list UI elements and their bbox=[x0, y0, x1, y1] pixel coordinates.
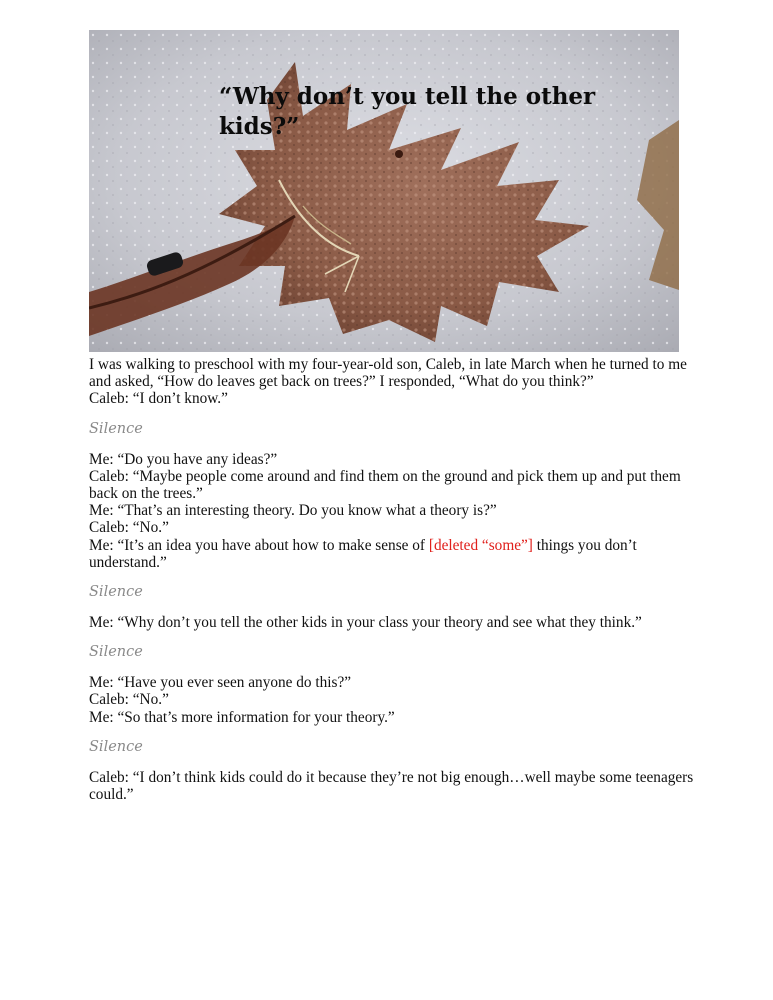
leaf-on-ice-photo bbox=[89, 30, 679, 352]
hero-title: “Why don’t you tell the other kids?” bbox=[219, 83, 596, 140]
dialogue-line: Caleb: “No.” bbox=[89, 691, 169, 709]
deleted-word-note: [deleted “some”] bbox=[428, 536, 533, 554]
dialogue-line bbox=[89, 537, 699, 571]
intro-paragraph: I was walking to preschool with my four-year-old son, Caleb, in late March when he turned to me and asked, “How do leaves get back on trees?” I responded, “What do you think?” bbox=[89, 356, 687, 391]
silence-heading: Silence bbox=[89, 738, 143, 755]
dialogue-line: Me: “Do you have any ideas?” bbox=[89, 450, 278, 468]
silence-heading: Silence bbox=[89, 644, 143, 661]
dialogue-line: Me: “Have you ever seen anyone do this?” bbox=[89, 674, 352, 692]
dialogue-line: Caleb: “Maybe people come around and find them on the ground and pick them up and put them back on the trees.” bbox=[89, 467, 681, 503]
dialogue-text: Me: “It’s an idea you have about how to make sense of bbox=[89, 536, 429, 554]
dialogue-line: Me: “That’s an interesting theory. Do you know what a theory is?” bbox=[89, 502, 497, 520]
dialogue-text: things you don’t understand.” bbox=[89, 536, 637, 571]
dialogue-line: Caleb: “I don’t think kids could do it because they’re not big enough…well maybe some teenagers could.” bbox=[89, 768, 694, 804]
dialogue-line: Caleb: “No.” bbox=[89, 519, 169, 537]
dialogue-line: Caleb: “I don’t know.” bbox=[89, 390, 228, 408]
silence-heading: Silence bbox=[89, 420, 143, 437]
dialogue-line: Me: “So that’s more information for your theory.” bbox=[89, 708, 395, 726]
silence-heading: Silence bbox=[89, 584, 143, 601]
dialogue-line: Me: “Why don’t you tell the other kids in your class your theory and see what they think.” bbox=[89, 614, 642, 632]
story-body bbox=[89, 356, 699, 803]
hero-image bbox=[89, 30, 679, 352]
